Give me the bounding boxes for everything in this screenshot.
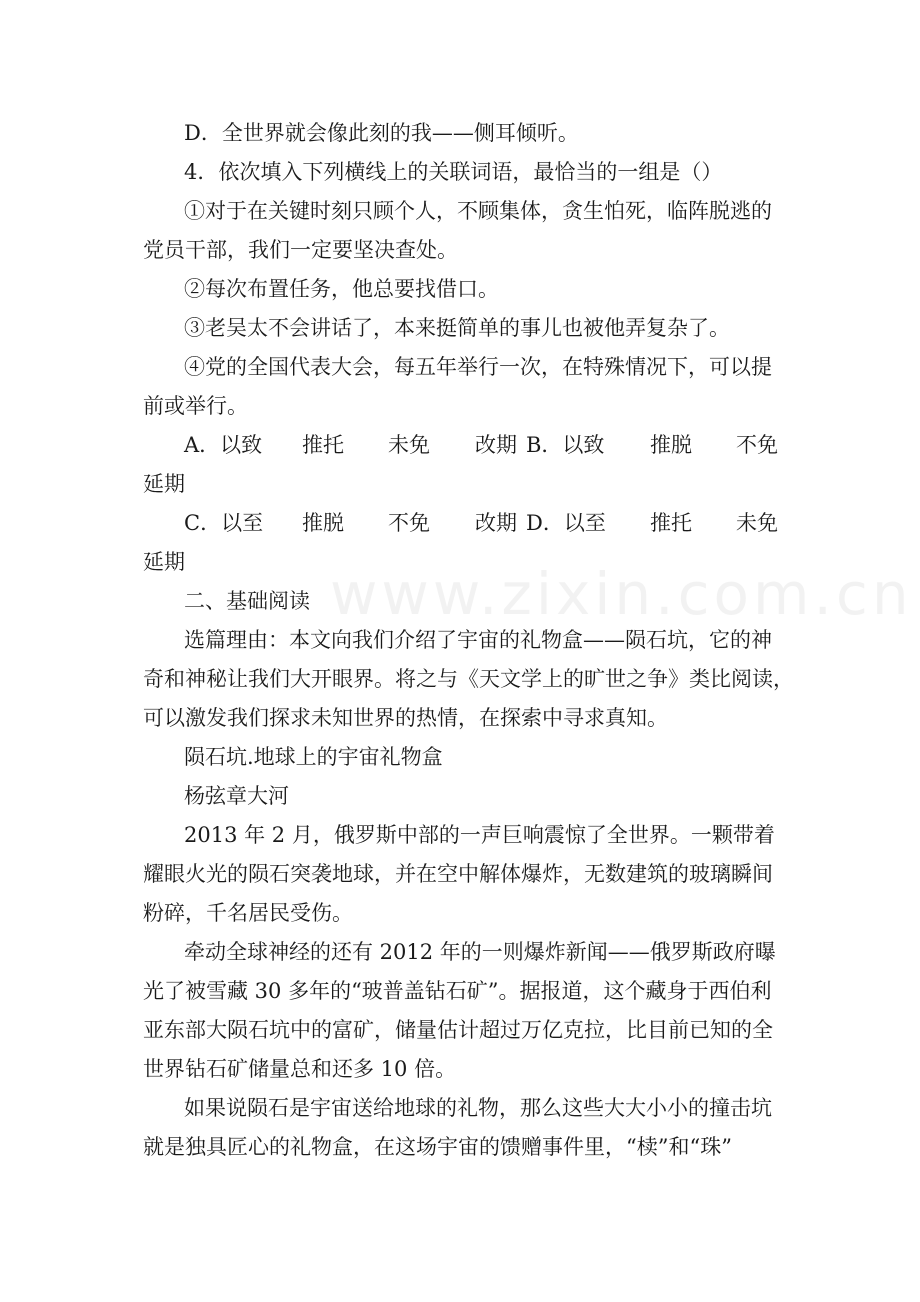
option-c-word-4: 改期 (475, 511, 517, 535)
option-c-word-3: 不免 (388, 511, 430, 535)
sentence-1: ①对于在关键时刻只顾个人，不顾集体，贪生怕死，临阵脱逃的 (184, 199, 772, 223)
option-d-line: D．全世界就会像此刻的我——侧耳倾听。 (184, 121, 579, 145)
paragraph-1: 2013 年 2 月，俄罗斯中部的一声巨响震惊了全世界。一颗带着 (184, 823, 775, 847)
paragraph-1-cont-1: 耀眼火光的陨石突袭地球，并在空中解体爆炸，无数建筑的玻璃瞬间 (143, 862, 773, 886)
sentence-3: ③老吴太不会讲话了，本来挺简单的事儿也被他弄复杂了。 (184, 316, 730, 340)
watermark: www.zixin.com.cn (330, 560, 913, 628)
selection-reason-cont-1: 奇和神秘让我们大开眼界。将之与《天文学上的旷世之争》类比阅读， (143, 667, 794, 691)
paragraph-2-cont-2: 亚东部大陨石坑中的富矿，储量估计超过万亿克拉，比目前已知的全 (143, 1018, 773, 1042)
option-b-word-2: 推脱 (650, 433, 692, 457)
option-a-label: A．以致 (184, 433, 263, 457)
option-d-word-3: 未免 (736, 511, 778, 535)
option-d-label: D．以至 (526, 511, 606, 535)
section-heading: 二、基础阅读 (184, 589, 310, 613)
option-b-word-3: 不免 (736, 433, 778, 457)
paragraph-3: 如果说陨石是宇宙送给地球的礼物，那么这些大大小小的撞击坑 (184, 1096, 772, 1120)
option-c-word-2: 推脱 (302, 511, 344, 535)
option-a-word-2: 推托 (302, 433, 344, 457)
option-a-word-3: 未免 (388, 433, 430, 457)
option-d-word-2: 推托 (650, 511, 692, 535)
paragraph-2: 牵动全球神经的还有 2012 年的一则爆炸新闻——俄罗斯政府曝 (184, 940, 776, 964)
option-a-word-4: 改期 (475, 433, 517, 457)
article-title: 陨石坑.地球上的宇宙礼物盒 (184, 745, 443, 769)
paragraph-2-cont-3: 世界钻石矿储量总和还多 10 倍。 (143, 1057, 457, 1081)
selection-reason-cont-2: 可以激发我们探求未知世界的热情，在探索中寻求真知。 (143, 706, 668, 730)
sentence-1-cont: 党员干部，我们一定要坚决查处。 (143, 238, 458, 262)
paragraph-3-cont-1: 就是独具匠心的礼物盒，在这场宇宙的馈赠事件里，“椟”和“珠” (143, 1135, 732, 1159)
option-b-last-word: 延期 (143, 472, 185, 496)
sentence-4: ④党的全国代表大会，每五年举行一次，在特殊情况下，可以提 (184, 355, 772, 379)
sentence-4-cont: 前或举行。 (143, 394, 248, 418)
selection-reason: 选篇理由：本文向我们介绍了宇宙的礼物盒——陨石坑，它的神 (184, 628, 772, 652)
option-c-label: C．以至 (184, 511, 264, 535)
question-4: 4．依次填入下列横线上的关联词语，最恰当的一组是（） (184, 160, 723, 184)
option-b-label: B．以致 (526, 433, 605, 457)
paragraph-1-cont-2: 粉碎，千名居民受伤。 (143, 901, 353, 925)
sentence-2: ②每次布置任务，他总要找借口。 (184, 277, 499, 301)
option-d-last-word: 延期 (143, 550, 185, 574)
article-author: 杨弦章大河 (184, 784, 289, 808)
paragraph-2-cont-1: 光了被雪藏 30 多年的“玻普盖钻石矿”。据报道，这个藏身于西伯利 (143, 979, 772, 1003)
